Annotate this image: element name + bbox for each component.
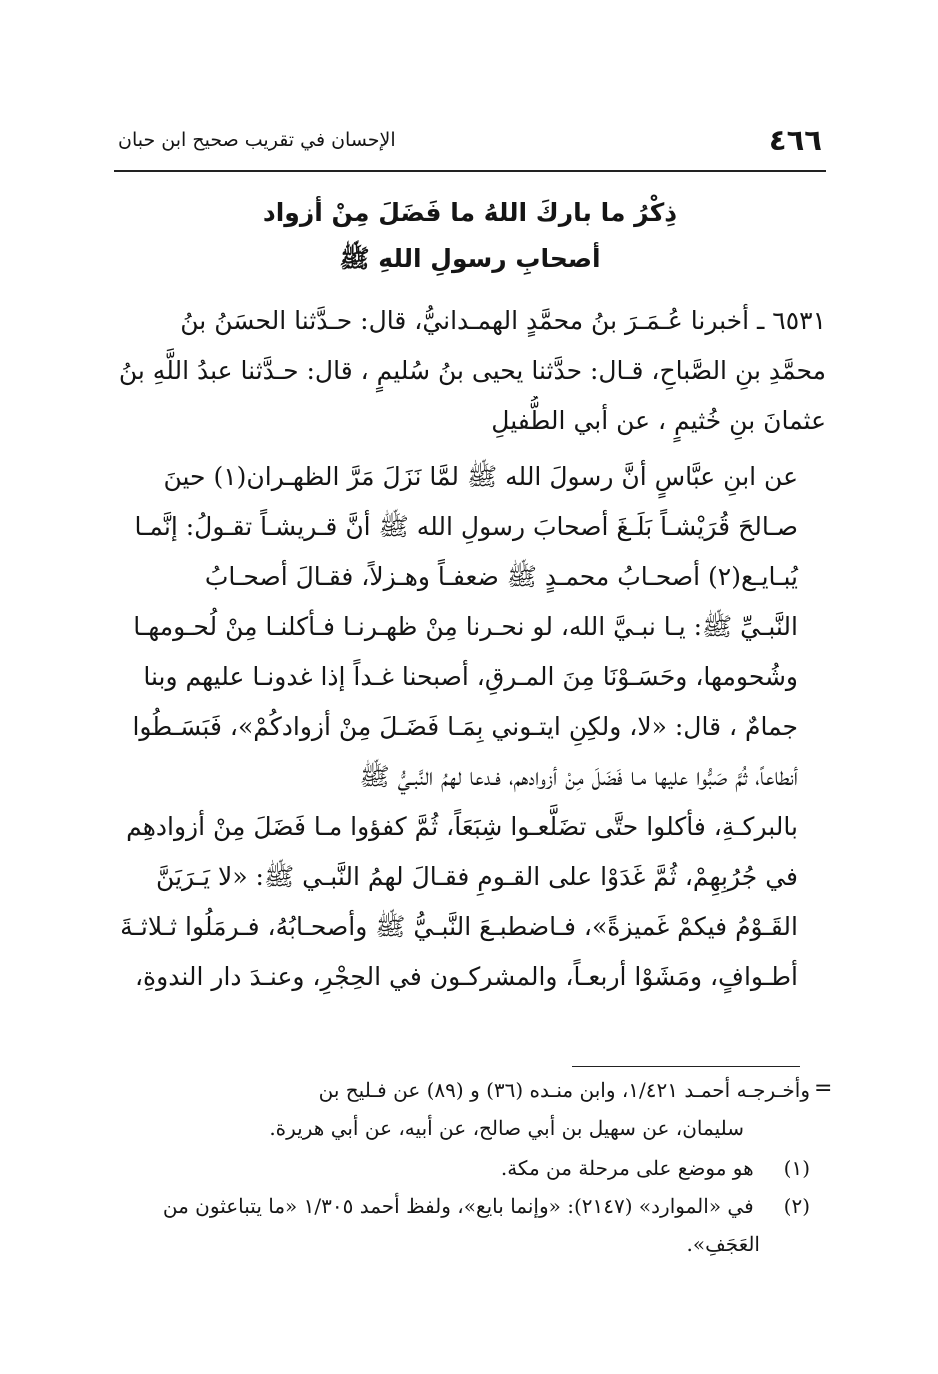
footnote-2-continuation: العَجَفِ». xyxy=(686,1232,760,1256)
matn-line: النَّبـيِّ ﷺ: يـا نبـيَّ الله، لو نحـرنا مِنْ ظهـرنـا فـأكلنـا مِنْ لُحـومهـا xyxy=(133,612,798,641)
matn-line: جمامٌ ، قال: «لا، ولكِنِ ايتـوني بِمَـا فَضَـلَ مِنْ أزوادكُمْ»، فَبَسَـطُوا xyxy=(132,712,798,741)
matn-line: أنطاعاً، ثُمَّ صَبُّوا عليها مـا فَضَلَ مِنْ أزوادهم، فـدعا لهمُ النَّبـيُّ ﷺ xyxy=(359,762,798,791)
matn-line: القَـوْمُ فيكمْ غَميزةً»، فـاضطبـعَ النَّبـيُّ ﷺ وأصحـابُهُ، فـرمَلُوا ثـلاثـةَ xyxy=(120,912,798,941)
footnote-continuation-line: سليمان، عن سهيل بن أبي صالح، عن أبيه، عن أبي هريرة. xyxy=(269,1116,744,1140)
matn-line: يُبـايـع(٢) أصحـابُ محمـدٍ ﷺ ضعفـاً وهـزلاً، فقـالَ أصحـابُ xyxy=(204,562,798,591)
footnote-text: في «الموارد» (٢١٤٧): «وإنما بايع»، ولفظ أحمد ١/٣٠٥ «ما يتباعثون من xyxy=(162,1194,754,1218)
isnad-line: ٦٥٣١ ـ أخبرنا عُـمَـرَ بنُ محمَّدٍ الهمـدانيُّ، قال: حـدَّثنا الحسَنُ بنُ xyxy=(180,306,826,335)
header-rule xyxy=(114,170,826,172)
matn-line: في جُرُبِهِمْ، ثُمَّ غَدَوْا على القـومِ فقـالَ لهمُ النَّبـي ﷺ: «لا يَـرَيَنَّ xyxy=(156,862,798,891)
matn-line: عن ابنِ عبَّاسٍ أنَّ رسولَ الله ﷺ لمَّا نَزَلَ مَرَّ الظهـران(١) حينَ xyxy=(163,462,798,491)
footnote-text: هو موضع على مرحلة من مكة. xyxy=(500,1156,754,1180)
chapter-title-line-1: ذِكْرُ ما باركَ اللهُ ما فَضَلَ مِنْ أزواد xyxy=(262,198,678,227)
footnote-rule xyxy=(572,1066,800,1067)
running-title: الإحسان في تقريب صحيح ابن حبان xyxy=(118,129,396,151)
footnote-continuation-mark: = xyxy=(814,1076,833,1101)
isnad-paragraph xyxy=(100,296,826,446)
chapter-title-line-2: أصحابِ رسولِ اللهِ ﷺ xyxy=(339,244,601,273)
footnote-number: (٢) xyxy=(783,1194,810,1218)
matn-line: بالبركـةِ، فأكلوا حتَّى تضَلَّعـوا شِبَعَاً، ثُمَّ كفؤوا مـا فَضَلَ مِنْ أزوادهِم xyxy=(126,812,798,841)
isnad-line: محمَّدِ بنِ الصَّباحِ، قـال: حدَّثنا يحيى بنُ سُليمٍ ، قال: حـدَّثنا عبدُ اللَّهِ بنُ xyxy=(118,356,826,385)
matn-line: أطـوافٍ، ومَشَوْا أربعـاً، والمشركـون في الحِجْرِ، وعنـدَ دار الندوةِ، xyxy=(134,962,798,991)
footnote-number: (١) xyxy=(783,1156,810,1180)
matn-line: صـالحَ قُرَيْشـاً بَلَـغَ أصحابَ رسولِ الله ﷺ أنَّ قـريشـاً تقـولُ: إنَّمـا xyxy=(134,512,798,541)
matn-paragraph xyxy=(100,452,826,1002)
footnote-continuation-line: وأخـرجـه أحمـد ١/٤٢١، وابن منـده (٣٦) و (٨٩) عن فـليح بن xyxy=(318,1078,810,1102)
page-number: ٤٦٦ xyxy=(768,123,822,157)
footnote-1 xyxy=(104,1150,810,1187)
isnad-line: عثمانَ بنِ خُثيمٍ ، عن أبي الطُّفيلِ xyxy=(491,406,826,435)
footnote-2 xyxy=(104,1188,810,1225)
matn-line: وشُحومها، وحَسَـوْنَا مِنَ المـرقِ، أصبحنا غـداً إذا غدونـا عليهم وبنا xyxy=(143,662,798,691)
